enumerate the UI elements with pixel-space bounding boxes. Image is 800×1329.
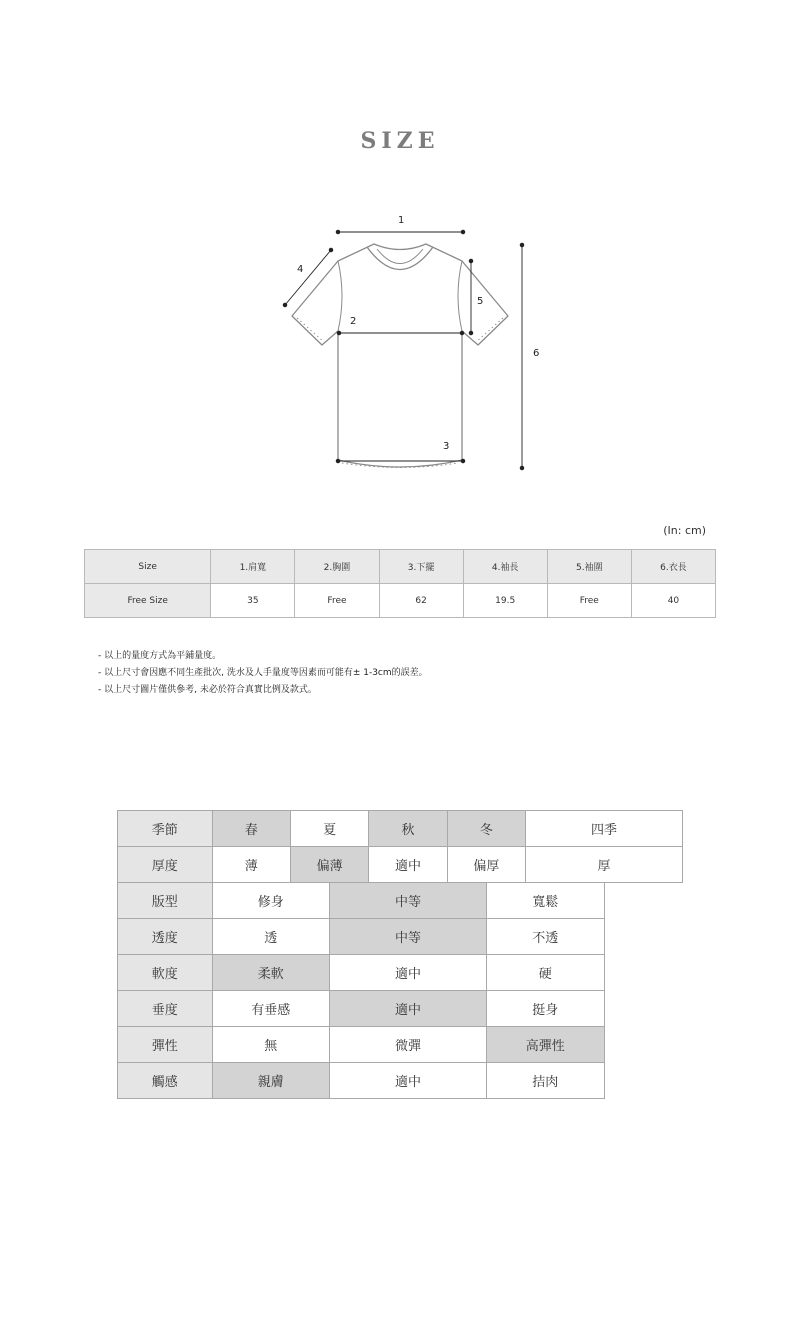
diagram-label-2: 2 (350, 316, 357, 327)
size-cell: Free (547, 584, 631, 618)
fabric-option: 高彈性 (486, 1027, 604, 1063)
fabric-row (118, 1063, 683, 1099)
fabric-row (118, 991, 683, 1027)
fabric-option: 有垂感 (212, 991, 330, 1027)
diagram-label-1: 1 (398, 215, 405, 226)
size-header-cell: 2.胸圍 (295, 550, 379, 584)
fabric-row (118, 1027, 683, 1063)
fabric-row-label: 厚度 (118, 847, 213, 883)
size-table (84, 549, 716, 618)
fabric-option: 無 (212, 1027, 330, 1063)
fabric-option: 適中 (330, 1063, 487, 1099)
fabric-option: 薄 (212, 847, 290, 883)
fabric-row (118, 955, 683, 991)
fabric-option: 冬 (447, 811, 525, 847)
size-header-cell: Size (85, 550, 211, 584)
size-header-cell: 3.下擺 (379, 550, 463, 584)
size-table-row (85, 584, 716, 618)
fabric-option: 微彈 (330, 1027, 487, 1063)
sleeve-seam-right (458, 261, 462, 331)
size-header-cell: 1.肩寬 (211, 550, 295, 584)
fabric-option: 適中 (369, 847, 447, 883)
diagram-label-3: 3 (443, 441, 450, 452)
fabric-property-table (117, 810, 683, 1099)
fabric-option: 挺身 (486, 991, 604, 1027)
size-cell: 19.5 (463, 584, 547, 618)
fabric-option: 適中 (330, 955, 487, 991)
fabric-option: 夏 (290, 811, 368, 847)
fabric-row (118, 847, 683, 883)
diagram-label-6: 6 (533, 348, 540, 359)
fabric-row-label: 版型 (118, 883, 213, 919)
page-title: SIZE (360, 128, 440, 154)
sleeve-seam-left (338, 261, 342, 331)
fabric-row-label: 觸感 (118, 1063, 213, 1099)
fabric-row (118, 811, 683, 847)
fabric-row-label: 彈性 (118, 1027, 213, 1063)
fabric-option: 秋 (369, 811, 447, 847)
tshirt-collar-inner (377, 249, 423, 264)
diagram-label-5: 5 (477, 296, 484, 307)
fabric-row (118, 919, 683, 955)
size-cell: Free (295, 584, 379, 618)
tshirt-outline (292, 244, 508, 467)
fabric-option: 柔軟 (212, 955, 330, 991)
size-cell: 40 (631, 584, 715, 618)
note-line: - 以上尺寸圖片僅供參考, 未必於符合真實比例及款式。 (98, 685, 317, 695)
fabric-option: 不透 (486, 919, 604, 955)
size-cell: 62 (379, 584, 463, 618)
size-header-cell: 5.袖圍 (547, 550, 631, 584)
size-header-cell: 4.袖長 (463, 550, 547, 584)
size-table-header (85, 550, 716, 584)
unit-label: (In: cm) (663, 524, 706, 537)
fabric-row-label: 垂度 (118, 991, 213, 1027)
fabric-option: 寬鬆 (486, 883, 604, 919)
fabric-row-label: 軟度 (118, 955, 213, 991)
fabric-option: 透 (212, 919, 330, 955)
fabric-option: 適中 (330, 991, 487, 1027)
fabric-option: 中等 (330, 883, 487, 919)
size-cell: Free Size (85, 584, 211, 618)
fabric-row-label: 季節 (118, 811, 213, 847)
fabric-option: 偏厚 (447, 847, 525, 883)
size-notes (98, 648, 428, 699)
note-line: - 以上尺寸會因應不同生產批次, 洗水及人手量度等因素而可能有± 1-3cm的誤差。 (98, 668, 428, 678)
fabric-option: 厚 (526, 847, 683, 883)
diagram-label-4: 4 (297, 264, 304, 275)
fabric-option: 四季 (526, 811, 683, 847)
size-cell: 35 (211, 584, 295, 618)
note-line: - 以上的量度方式為平鋪量度。 (98, 651, 222, 661)
fabric-row-label: 透度 (118, 919, 213, 955)
tshirt-collar (367, 247, 433, 270)
size-header-cell: 6.衣長 (631, 550, 715, 584)
tshirt-measurement-diagram (0, 0, 800, 500)
fabric-option: 硬 (486, 955, 604, 991)
fabric-row (118, 883, 683, 919)
fabric-option: 親膚 (212, 1063, 330, 1099)
fabric-option: 中等 (330, 919, 487, 955)
fabric-option: 修身 (212, 883, 330, 919)
fabric-option: 拮肉 (486, 1063, 604, 1099)
fabric-option: 偏薄 (290, 847, 368, 883)
fabric-option: 春 (212, 811, 290, 847)
